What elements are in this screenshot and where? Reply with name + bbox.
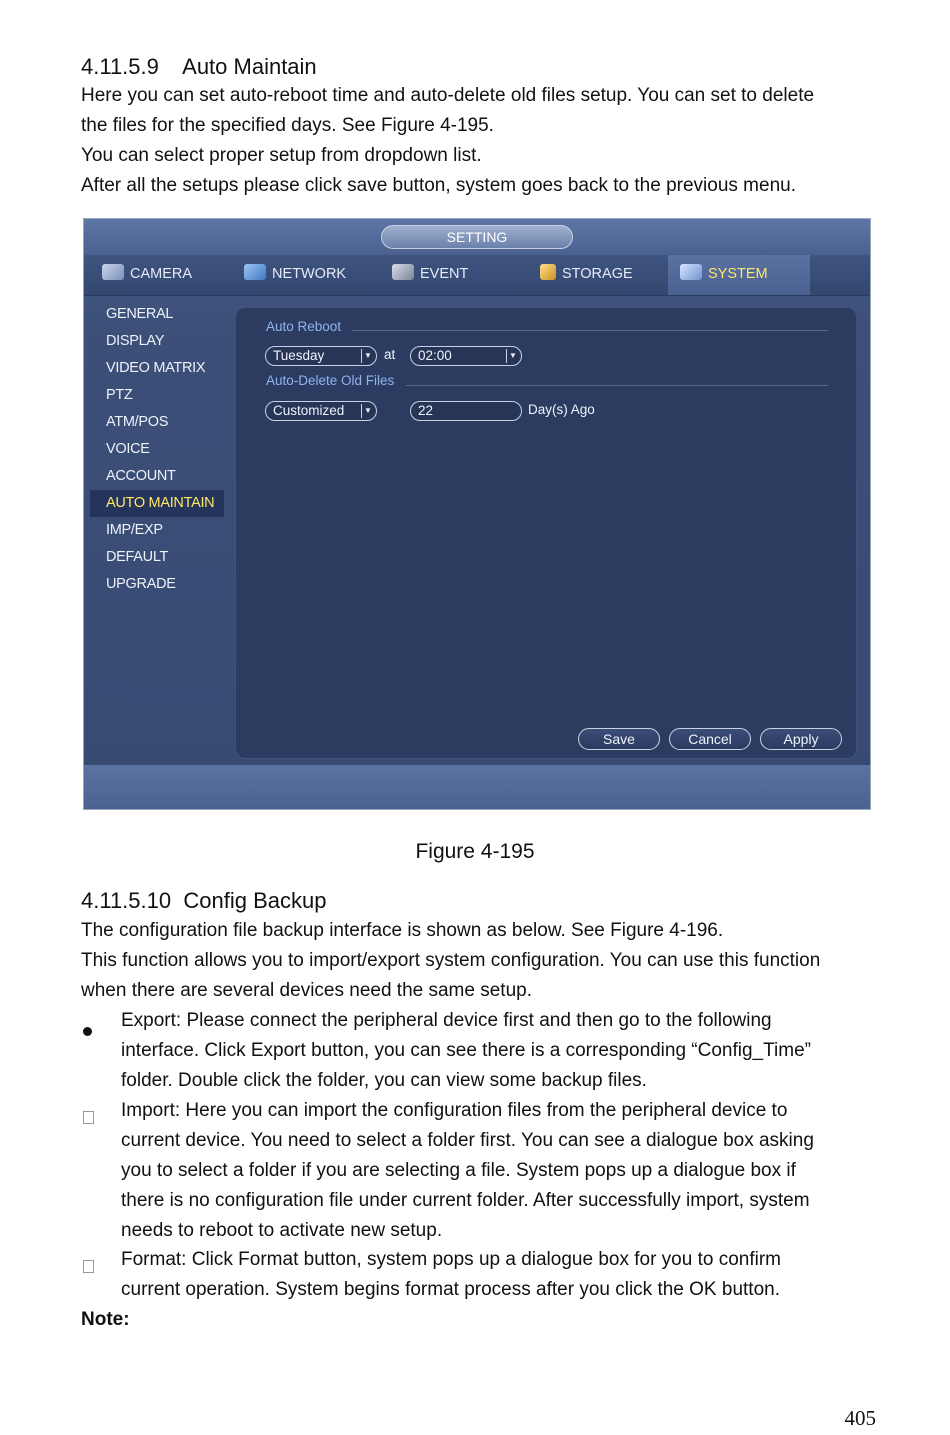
page-number: 405 bbox=[844, 1406, 876, 1430]
bullet-line: current device. You need to select a folder first. You can see a dialogue box asking bbox=[121, 1130, 814, 1151]
bullet-line: Format: Click Format button, system pops up a dialogue box for you to confirm bbox=[121, 1249, 782, 1270]
system-icon bbox=[680, 264, 702, 280]
sidebar-item-display[interactable]: DISPLAY bbox=[106, 333, 165, 349]
tab-event[interactable] bbox=[380, 255, 526, 295]
auto-delete-label: Auto-Delete Old Files bbox=[266, 373, 395, 388]
reboot-time-select[interactable] bbox=[410, 346, 522, 366]
paragraph-line: This function allows you to import/export system configuration. You can use this function bbox=[81, 950, 821, 971]
settings-panel bbox=[235, 307, 857, 759]
section-heading-config-backup bbox=[81, 886, 326, 916]
delete-days-input[interactable] bbox=[410, 401, 522, 421]
sidebar-item-voice[interactable]: VOICE bbox=[106, 441, 150, 457]
bullet-line: current operation. System begins format process after you click the OK button. bbox=[121, 1279, 780, 1300]
paragraph-line: After all the setups please click save button, system goes back to the previous menu. bbox=[81, 175, 796, 196]
chevron-down-icon: ▼ bbox=[361, 404, 374, 418]
chevron-down-icon: ▼ bbox=[361, 349, 374, 363]
reboot-time-value: 02:00 bbox=[418, 348, 452, 363]
bullet-line: Import: Here you can import the configuration files from the peripheral device to bbox=[121, 1100, 788, 1121]
chevron-down-icon: ▼ bbox=[506, 349, 519, 363]
bullet-line: interface. Click Export button, you can see there is a corresponding “Config_Time” bbox=[121, 1040, 811, 1061]
tab-network[interactable] bbox=[232, 255, 376, 295]
tab-label: NETWORK bbox=[272, 266, 347, 282]
missing-glyph-icon bbox=[83, 1260, 94, 1273]
reboot-day-value: Tuesday bbox=[273, 348, 325, 363]
save-button[interactable]: Save bbox=[578, 728, 660, 750]
bullet-line: folder. Double click the folder, you can view some backup files. bbox=[121, 1070, 647, 1091]
sidebar-item-video-matrix[interactable]: VIDEO MATRIX bbox=[106, 360, 206, 376]
at-label: at bbox=[384, 347, 396, 362]
tab-bar bbox=[84, 255, 870, 296]
tab-storage[interactable] bbox=[528, 255, 666, 295]
apply-button[interactable]: Apply bbox=[760, 728, 842, 750]
days-ago-label: Day(s) Ago bbox=[528, 402, 595, 417]
sidebar-item-general[interactable]: GENERAL bbox=[106, 306, 174, 322]
delete-days-value: 22 bbox=[418, 403, 434, 418]
bullet-line: needs to reboot to activate new setup. bbox=[121, 1220, 443, 1241]
event-icon bbox=[392, 264, 414, 280]
missing-glyph-icon bbox=[83, 1111, 94, 1124]
sidebar-menu bbox=[90, 301, 224, 598]
auto-reboot-label: Auto Reboot bbox=[266, 319, 342, 334]
tab-system[interactable] bbox=[668, 255, 810, 295]
footer-bar bbox=[84, 765, 870, 809]
sidebar-item-ptz[interactable]: PTZ bbox=[106, 387, 133, 403]
storage-icon bbox=[540, 264, 556, 280]
network-icon bbox=[244, 264, 266, 280]
setting-screenshot bbox=[83, 218, 871, 810]
divider bbox=[352, 330, 828, 331]
note-label: Note: bbox=[81, 1309, 130, 1330]
delete-mode-select[interactable] bbox=[265, 401, 377, 421]
sidebar-item-account[interactable]: ACCOUNT bbox=[106, 468, 176, 484]
bullet-line: you to select a folder if you are selecting a file. System pops up a dialogue box if bbox=[121, 1160, 796, 1181]
tab-label: SYSTEM bbox=[708, 266, 768, 282]
cancel-button[interactable]: Cancel bbox=[669, 728, 751, 750]
paragraph-line: You can select proper setup from dropdown list. bbox=[81, 145, 482, 166]
sidebar-item-imp-exp[interactable]: IMP/EXP bbox=[106, 522, 163, 538]
bullet-line: there is no configuration file under current folder. After successfully import, system bbox=[121, 1190, 810, 1211]
paragraph-line: Here you can set auto-reboot time and auto-delete old files setup. You can set to delete bbox=[81, 85, 815, 106]
tab-camera[interactable] bbox=[90, 255, 230, 295]
title-bar bbox=[84, 219, 870, 255]
section-heading-auto-maintain bbox=[81, 52, 317, 82]
delete-mode-value: Customized bbox=[273, 403, 345, 418]
window-title: SETTING bbox=[381, 225, 573, 249]
sidebar-item-default[interactable]: DEFAULT bbox=[106, 549, 169, 565]
figure-caption: Figure 4-195 bbox=[415, 840, 535, 863]
tab-label: EVENT bbox=[420, 266, 469, 282]
sidebar-item-atm-pos[interactable]: ATM/POS bbox=[106, 414, 169, 430]
tab-label: STORAGE bbox=[562, 266, 633, 282]
section-title: Config Backup bbox=[183, 888, 327, 913]
divider bbox=[406, 385, 828, 386]
bullet-line: Export: Please connect the peripheral device first and then go to the following bbox=[121, 1010, 772, 1031]
camera-icon bbox=[102, 264, 124, 280]
bullet-dot-icon bbox=[83, 1027, 92, 1036]
tab-label: CAMERA bbox=[130, 266, 193, 282]
paragraph-line: the files for the specified days. See Figure 4-195. bbox=[81, 115, 494, 136]
section-title: Auto Maintain bbox=[182, 54, 317, 79]
sidebar-item-upgrade[interactable]: UPGRADE bbox=[106, 576, 176, 592]
section-number: 4.11.5.9 bbox=[81, 54, 159, 79]
sidebar-item-auto-maintain[interactable]: AUTO MAINTAIN bbox=[90, 490, 224, 517]
paragraph-line: The configuration file backup interface is shown as below. See Figure 4-196. bbox=[81, 920, 724, 941]
reboot-day-select[interactable] bbox=[265, 346, 377, 366]
section-number: 4.11.5.10 bbox=[81, 888, 172, 913]
paragraph-line: when there are several devices need the same setup. bbox=[81, 980, 532, 1001]
